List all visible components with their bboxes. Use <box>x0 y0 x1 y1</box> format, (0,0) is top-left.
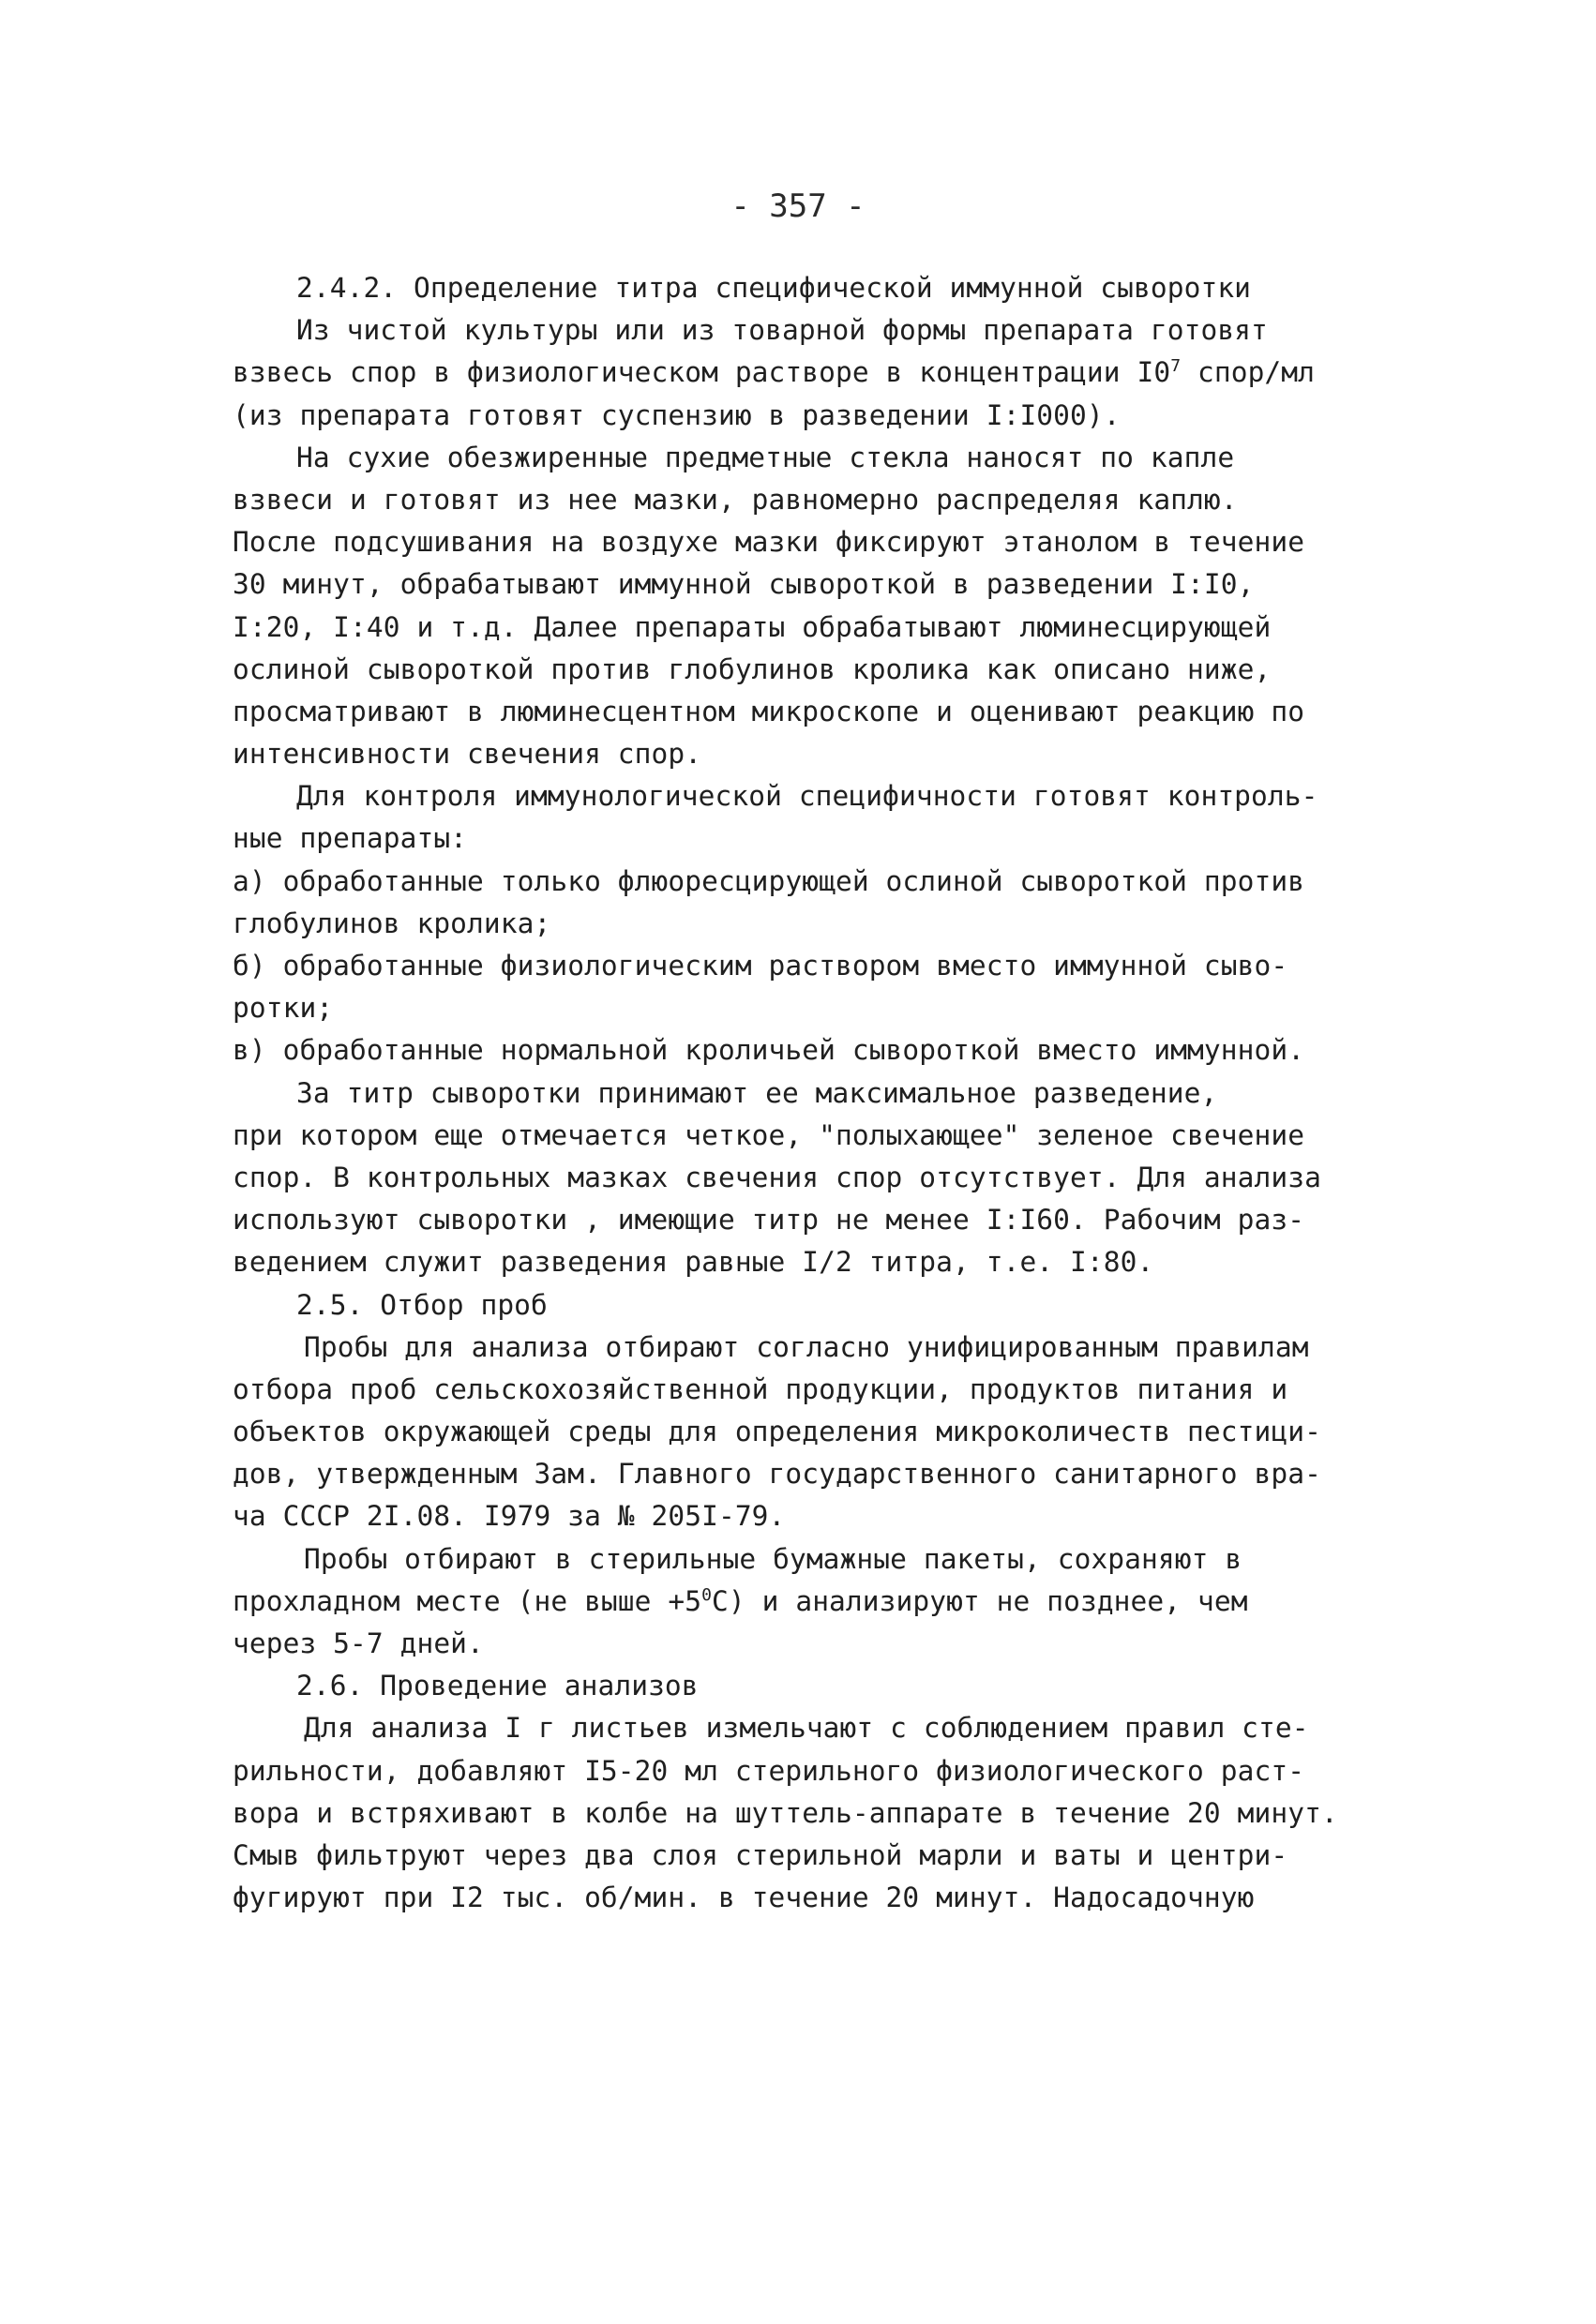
text-line <box>233 1495 1395 1537</box>
line-text: при котором еще отмечается четкое, "полыхающее" зеленое свечение <box>233 1118 1305 1151</box>
line-text-continued: С) и анализируют не позднее, чем <box>712 1584 1248 1617</box>
line-text: прохладном месте (не выше +5 <box>233 1584 702 1617</box>
text-line <box>233 903 1395 945</box>
section-heading <box>233 1665 1395 1707</box>
text-line <box>233 309 1395 352</box>
line-text: ча СССР 2I.08. I979 за № 205I-79. <box>233 1500 786 1533</box>
line-text: 30 минут, обрабатывают иммунной сывороткой в разведении I:I0, <box>233 568 1255 601</box>
text-line <box>233 1369 1395 1411</box>
line-text: рильности, добавляют I5-20 мл стерильного физиологического раст- <box>233 1754 1305 1787</box>
line-text: глобулинов кролика; <box>233 907 551 939</box>
line-text: взвесь спор в физиологическом растворе в концентрации I0 <box>233 356 1171 389</box>
line-text: через 5-7 дней. <box>233 1627 484 1659</box>
line-text: Смыв фильтруют через два слоя стерильной марли и ваты и центри- <box>233 1838 1288 1871</box>
line-text: б) обработанные физиологическим раствором вместо иммунной сыво- <box>233 950 1288 982</box>
line-text: I:20, I:40 и т.д. Далее препараты обрабатывают люминесцирующей <box>233 610 1272 643</box>
line-text: в) обработанные нормальной кроличьей сывороткой вместо иммунной. <box>233 1034 1305 1067</box>
text-line <box>233 563 1395 606</box>
superscript: 7 <box>1170 356 1182 377</box>
text-line <box>233 1241 1395 1283</box>
line-text: Из чистой культуры или из товарной формы препарата готовят <box>296 314 1268 347</box>
text-line <box>233 1453 1395 1495</box>
page-number: - 357 - <box>730 187 866 225</box>
line-text: спор. В контрольных мазках свечения спор отсутствует. Для анализа <box>233 1161 1321 1193</box>
text-line <box>233 861 1395 903</box>
text-line <box>233 1623 1395 1665</box>
section-heading <box>233 267 1395 309</box>
line-text: ослиной сывороткой против глобулинов кролика как описано ниже, <box>233 652 1272 685</box>
text-line <box>233 479 1395 521</box>
line-text: используют сыворотки , имеющие титр не менее I:I60. Рабочим раз- <box>233 1204 1305 1237</box>
line-text: а) обработанные только флюоресцирующей ослиной сывороткой против <box>233 864 1305 897</box>
text-line <box>233 1157 1395 1199</box>
line-text: фугируют при I2 тыс. об/мин. в течение 20 минут. Надосадочную <box>233 1882 1255 1914</box>
line-text: 2.5. Отбор проб <box>296 1288 548 1321</box>
section-heading <box>233 1284 1395 1327</box>
line-text: ведением служит разведения равные I/2 титра, т.е. I:80. <box>233 1246 1154 1279</box>
line-text: 2.6. Проведение анализов <box>296 1670 699 1702</box>
line-text: (из препарата готовят суспензию в разведении I:I000). <box>233 398 1121 431</box>
text-line <box>233 775 1395 817</box>
text-line <box>233 1835 1395 1877</box>
line-text: Пробы отбирают в стерильные бумажные пакеты, сохраняют в <box>304 1542 1242 1575</box>
text-line <box>233 521 1395 563</box>
line-text: объектов окружающей среды для определения микроколичеств пестици- <box>233 1416 1321 1448</box>
line-text: Для контроля иммунологической специфичности готовят контроль- <box>296 780 1318 813</box>
line-text: После подсушивания на воздухе мазки фиксируют этанолом в течение <box>233 526 1305 559</box>
text-line <box>233 437 1395 479</box>
text-line <box>233 733 1395 775</box>
line-text: вора и встряхивают в колбе на шуттель-аппарате в течение 20 минут. <box>233 1796 1338 1829</box>
text-line <box>233 1792 1395 1835</box>
line-text: отбора проб сельскохозяйственной продукции, продуктов питания и <box>233 1372 1288 1405</box>
text-line <box>233 945 1395 987</box>
text-line <box>233 352 1395 394</box>
text-line <box>233 1072 1395 1115</box>
line-text: ные препараты: <box>233 822 468 855</box>
line-text: дов, утвержденным Зам. Главного государственного санитарного вра- <box>233 1458 1321 1491</box>
line-text-continued: спор/мл <box>1181 356 1316 389</box>
line-text: Пробы для анализа отбирают согласно унифицированным правилам <box>304 1330 1309 1363</box>
text-line <box>233 1750 1395 1792</box>
line-text: просматривают в люминесцентном микроскопе и оценивают реакцию по <box>233 695 1305 727</box>
text-line <box>233 817 1395 860</box>
line-text: интенсивности свечения спор. <box>233 738 702 771</box>
document-body <box>233 267 1395 1919</box>
line-text: взвеси и готовят из нее мазки, равномерно распределяя каплю. <box>233 483 1238 516</box>
text-line <box>233 1581 1395 1623</box>
line-text: За титр сыворотки принимают ее максимальное разведение, <box>296 1076 1218 1109</box>
text-line <box>233 607 1395 649</box>
text-line <box>233 1877 1395 1919</box>
text-line <box>233 1707 1395 1749</box>
line-text: На сухие обезжиренные предметные стекла наносят по капле <box>296 441 1235 473</box>
text-line <box>233 1029 1395 1072</box>
text-line <box>233 1327 1395 1369</box>
text-line <box>233 1199 1395 1241</box>
text-line <box>233 691 1395 733</box>
line-text: Для анализа I г листьев измельчают с соблюдением правил сте- <box>304 1712 1309 1745</box>
line-text: ротки; <box>233 992 334 1025</box>
text-line <box>233 1115 1395 1157</box>
text-line <box>233 987 1395 1029</box>
text-line <box>233 649 1395 691</box>
line-text: 2.4.2. Определение титра специфической иммунной сыворотки <box>296 272 1252 304</box>
text-line <box>233 1411 1395 1453</box>
text-line <box>233 395 1395 437</box>
text-line <box>233 1538 1395 1581</box>
superscript: 0 <box>701 1584 713 1605</box>
